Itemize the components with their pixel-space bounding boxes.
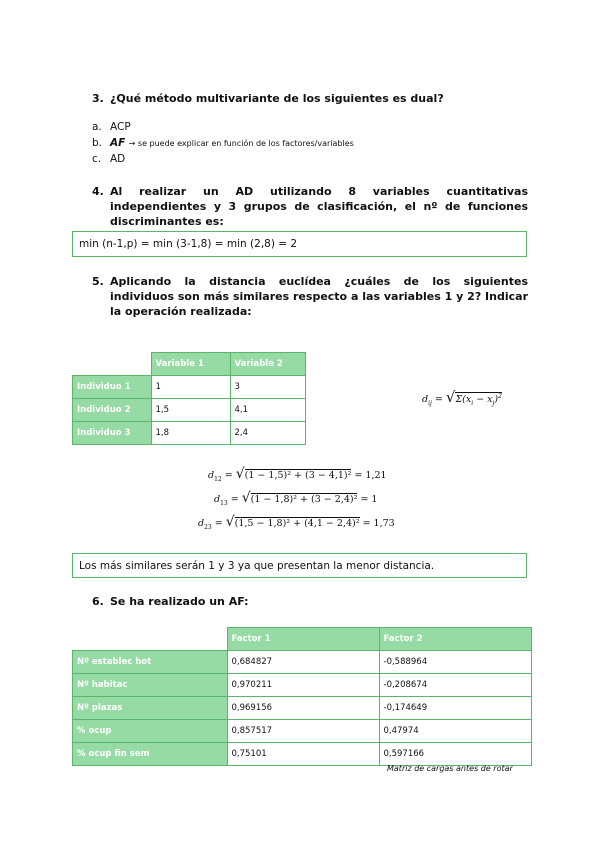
row-label: Individuo 1: [73, 376, 152, 399]
row-label: % ocup: [73, 720, 228, 743]
formula-eq: =: [434, 394, 443, 405]
table-row: [73, 674, 532, 697]
table-cell: 0,75101: [227, 743, 379, 766]
calc-result: = 1,21: [354, 470, 387, 481]
table-cell: 1,5: [151, 399, 230, 422]
q5-answer-box: [72, 553, 527, 578]
q4-question: [92, 184, 528, 228]
calc-expr: (1 − 1,8)² + (3 − 2,4)²: [250, 494, 358, 505]
q6-number: 6.: [92, 595, 104, 608]
option-note: → se puede explicar en función de los factores/variables: [128, 139, 354, 148]
q6-question: [92, 594, 528, 610]
calc-result: = 1,73: [362, 518, 395, 529]
row-label: Individuo 2: [73, 399, 152, 422]
calc-lhs: d: [208, 470, 215, 481]
q3-option-b: [92, 136, 354, 151]
table-cell: 1,8: [151, 422, 230, 445]
table-cell: 0,969156: [227, 697, 379, 720]
q3-option-a: [92, 120, 131, 135]
q4-answer: min (n-1,p) = min (3-1,8) = min (2,8) = 2: [79, 238, 298, 250]
option-text: ACP: [110, 121, 131, 133]
q4-answer-box: [72, 231, 527, 257]
q5-question: [92, 274, 528, 322]
table-row: [73, 743, 532, 766]
calc-sub: 23: [204, 523, 212, 531]
q6-table: [72, 627, 532, 766]
q6-caption: Matriz de cargas antes de rotar: [387, 764, 513, 773]
option-letter: a.: [92, 121, 102, 133]
table-cell: 3: [230, 376, 305, 399]
calc-sub: 13: [220, 499, 228, 507]
table-row: [73, 697, 532, 720]
q4-text: Al realizar un AD utilizando 8 variables cuantitativas independientes y 3 grupos de clasificación, el nº de funciones discriminantes es:: [110, 185, 528, 228]
table-corner: [73, 628, 228, 651]
row-label: Nº establec hot: [73, 651, 228, 674]
sqrt-icon: √: [241, 490, 251, 506]
q3-question: [92, 91, 532, 107]
table-header-row: [73, 353, 306, 376]
q6-text: Se ha realizado un AF:: [110, 595, 249, 608]
formula-exp: 2: [498, 392, 502, 400]
table-header: Factor 1: [227, 628, 379, 651]
q3-text: ¿Qué método multivariante de los siguientes es dual?: [110, 92, 444, 105]
q5-answer: Los más similares serán 1 y 3 ya que presentan la menor distancia.: [79, 559, 435, 572]
formula-minus: − x: [476, 394, 493, 405]
option-text: AD: [110, 153, 126, 165]
formula-lhs-sub: ij: [428, 399, 432, 407]
option-letter: c.: [92, 153, 102, 165]
table-cell: 0,47974: [379, 720, 531, 743]
calc-expr: (1 − 1,5)² + (3 − 4,1)²: [244, 470, 352, 481]
q5-number: 5.: [92, 275, 104, 288]
table-cell: 2,4: [230, 422, 305, 445]
formula-xi-sub: i: [471, 399, 474, 407]
calc-d13: $d_{13} = √(1 - 1,8)^2 + (3 - 2,4)^2 = 1$: [214, 490, 378, 507]
table-cell: -0,588964: [379, 651, 531, 674]
table-row: [73, 376, 306, 399]
q3-number: 3.: [92, 92, 104, 105]
row-label: Nº plazas: [73, 697, 228, 720]
calc-d23: $d_{23} = √(1,5 - 1,8)^2 + (4,1 - 2,4)^2 = 1,73$: [198, 514, 395, 531]
q5-text: Aplicando la distancia euclídea ¿cuáles de los siguientes individuos son más similares respecto a las variables 1 y 2? Indicar la operación realizada:: [110, 275, 528, 318]
sqrt-icon: √: [235, 466, 245, 482]
table-cell: 0,857517: [227, 720, 379, 743]
table-cell: -0,174649: [379, 697, 531, 720]
q5-table: [72, 352, 306, 445]
formula-lhs: d: [422, 394, 429, 405]
option-text: AF: [110, 137, 126, 149]
row-label: % ocup fin sem: [73, 743, 228, 766]
option-letter: b.: [92, 137, 103, 149]
table-cell: 0,684827: [227, 651, 379, 674]
sqrt-icon: √: [445, 388, 456, 406]
calc-lhs: d: [198, 518, 205, 529]
calc-d12: $d_{12} = √(1 - 1,5)^2 + (3 - 4,1)^2 = 1,21$: [208, 466, 387, 483]
row-label: Individuo 3: [73, 422, 152, 445]
calc-sub: 12: [214, 475, 222, 483]
table-row: [73, 422, 306, 445]
table-cell: 1: [151, 376, 230, 399]
q4-number: 4.: [92, 185, 104, 198]
formula-close: ): [494, 394, 499, 405]
calc-expr: (1,5 − 1,8)² + (4,1 − 2,4)²: [234, 518, 360, 529]
table-cell: 4,1: [230, 399, 305, 422]
formula-sigma: Σ(x: [455, 394, 472, 405]
calc-lhs: d: [214, 494, 221, 505]
row-label: Nº habitac: [73, 674, 228, 697]
table-row: [73, 651, 532, 674]
table-header: Variable 2: [230, 353, 305, 376]
table-header: Variable 1: [151, 353, 230, 376]
table-cell: -0,208674: [379, 674, 531, 697]
table-header-row: [73, 628, 532, 651]
q3-option-c: [92, 152, 125, 167]
table-row: [73, 720, 532, 743]
calc-result: = 1: [360, 494, 378, 505]
table-cell: 0,970211: [227, 674, 379, 697]
sqrt-icon: √: [225, 514, 235, 530]
formula-xj-sub: j: [492, 399, 495, 407]
table-cell: 0,597166: [379, 743, 531, 766]
euclidean-formula: [422, 388, 502, 407]
formula-radicand: [455, 392, 502, 405]
table-header: Factor 2: [379, 628, 531, 651]
table-corner: [73, 353, 152, 376]
table-row: [73, 399, 306, 422]
